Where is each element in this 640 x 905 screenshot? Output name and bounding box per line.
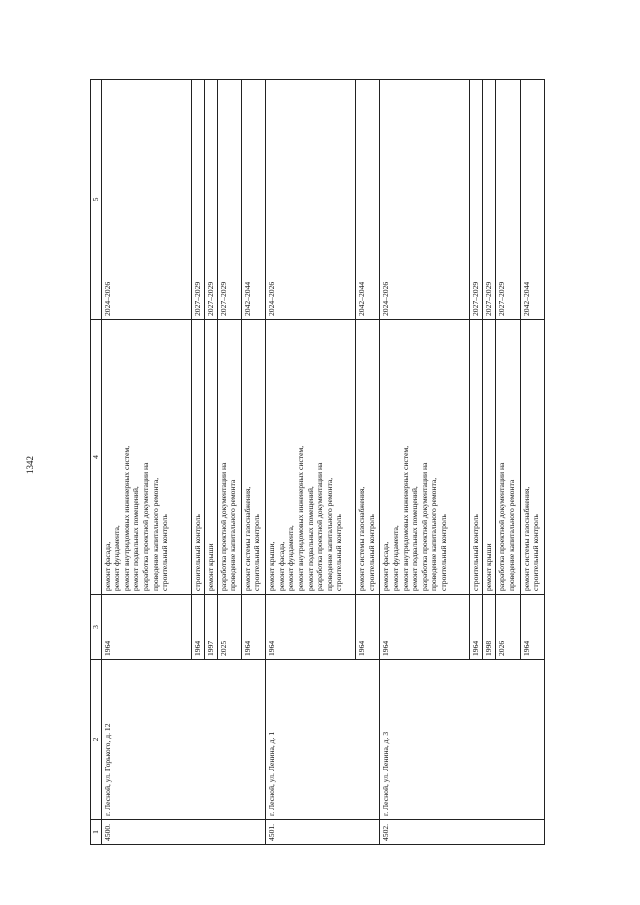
work-period: 2024–2026 (266, 80, 356, 320)
header-col-1: 1 (91, 820, 102, 845)
work-description (356, 320, 380, 595)
work-description (520, 320, 544, 595)
work-year: 1964 (266, 595, 356, 660)
table-row (101, 80, 191, 845)
header-col-4: 4 (91, 320, 102, 595)
work-line: ремонт внутридомовых инженерных систем, (400, 445, 410, 591)
work-line: ремонт фундамента, (391, 525, 401, 591)
work-line: ремонт системы газоснабжения, (357, 486, 367, 591)
work-year: 1964 (520, 595, 544, 660)
work-line: проведение капитального ремонта, (150, 477, 160, 591)
work-year: 1964 (241, 595, 265, 660)
work-line: строительный контроль (439, 514, 448, 591)
work-line: ремонт подвальных помещений, (131, 486, 141, 591)
work-period: 2027–2029 (204, 80, 217, 320)
work-line: ремонт крыши (484, 543, 494, 591)
work-description (204, 320, 217, 595)
table-rotated-wrapper (90, 80, 545, 845)
work-period: 2042–2044 (241, 80, 265, 320)
work-line: ремонт подвальных помещений, (410, 486, 420, 591)
work-year: 1997 (204, 595, 217, 660)
work-line: проведение капитального ремонта (507, 479, 517, 591)
work-description (241, 320, 265, 595)
work-period: 2027–2029 (496, 80, 520, 320)
work-description (483, 320, 496, 595)
work-description (217, 320, 241, 595)
entry-address: г. Лесной, ул. Ленина, д. 1 (266, 660, 380, 820)
work-line: проведение капитального ремонта, (429, 477, 439, 591)
work-period: 2027–2029 (470, 80, 483, 320)
work-line: ремонт системы газоснабжения, (521, 486, 531, 591)
work-description (470, 320, 483, 595)
work-year: 2026 (496, 595, 520, 660)
work-description (191, 320, 204, 595)
table-row (266, 80, 356, 845)
page-number: 1342 (25, 456, 35, 474)
header-col-5: 5 (91, 80, 102, 320)
work-description (101, 320, 191, 595)
header-row (91, 80, 102, 845)
work-line: проведение капитального ремонта, (324, 477, 334, 591)
work-line: ремонт крыши (205, 543, 215, 591)
work-line: разработка проектной документации на (140, 462, 150, 591)
work-period: 2024–2026 (380, 80, 470, 320)
work-line: строительный контроль (471, 514, 481, 591)
work-period: 2042–2044 (520, 80, 544, 320)
work-period: 2027–2029 (217, 80, 241, 320)
work-description (266, 320, 356, 595)
work-year: 1998 (483, 595, 496, 660)
work-line: ремонт фасада, (381, 541, 391, 591)
work-year: 1964 (101, 595, 191, 660)
work-line: строительный контроль (334, 514, 344, 591)
work-period: 2027–2029 (191, 80, 204, 320)
work-line: ремонт системы газоснабжения, (242, 486, 252, 591)
work-year: 1964 (470, 595, 483, 660)
work-line: строительный контроль (366, 514, 376, 591)
work-line: разработка проектной документации на (218, 462, 228, 591)
header-col-2: 2 (91, 660, 102, 820)
work-line: разработка проектной документации на (315, 462, 325, 591)
entry-address: г. Лесной, ул. Ленина, д. 3 (380, 660, 545, 820)
work-line: ремонт фундамента, (112, 525, 122, 591)
work-year: 2025 (217, 595, 241, 660)
work-line: строительный контроль (252, 514, 262, 591)
work-line: строительный контроль (531, 514, 541, 591)
work-year: 1964 (356, 595, 380, 660)
work-year: 1964 (380, 595, 470, 660)
work-line: ремонт крыши, (267, 541, 277, 591)
work-period: 2024–2026 (101, 80, 191, 320)
work-description (380, 320, 470, 595)
work-line: ремонт внутридомовых инженерных систем, (121, 445, 131, 591)
work-line: ремонт фасада, (276, 541, 286, 591)
work-description (496, 320, 520, 595)
header-col-3: 3 (91, 595, 102, 660)
work-line: строительный контроль (160, 514, 170, 591)
work-line: ремонт фасада, (102, 541, 112, 591)
entry-id: 4501. (266, 820, 380, 845)
entry-address: г. Лесной, ул. Горького, д. 12 (101, 660, 266, 820)
capital-repair-table (90, 79, 545, 845)
entry-id: 4502. (380, 820, 545, 845)
work-line: ремонт фундамента, (286, 525, 296, 591)
table-row (380, 80, 470, 845)
work-line: проведение капитального ремонта (228, 479, 238, 591)
entry-id: 4500. (101, 820, 266, 845)
work-period: 2027–2029 (483, 80, 496, 320)
work-period: 2042–2044 (356, 80, 380, 320)
work-line: ремонт внутридомовых инженерных систем, (295, 445, 305, 591)
work-line: строительный контроль (192, 514, 202, 591)
work-year: 1964 (191, 595, 204, 660)
work-line: ремонт подвальных помещений, (305, 486, 315, 591)
work-line: разработка проектной документации на (419, 462, 429, 591)
work-line: разработка проектной документации на (497, 462, 507, 591)
